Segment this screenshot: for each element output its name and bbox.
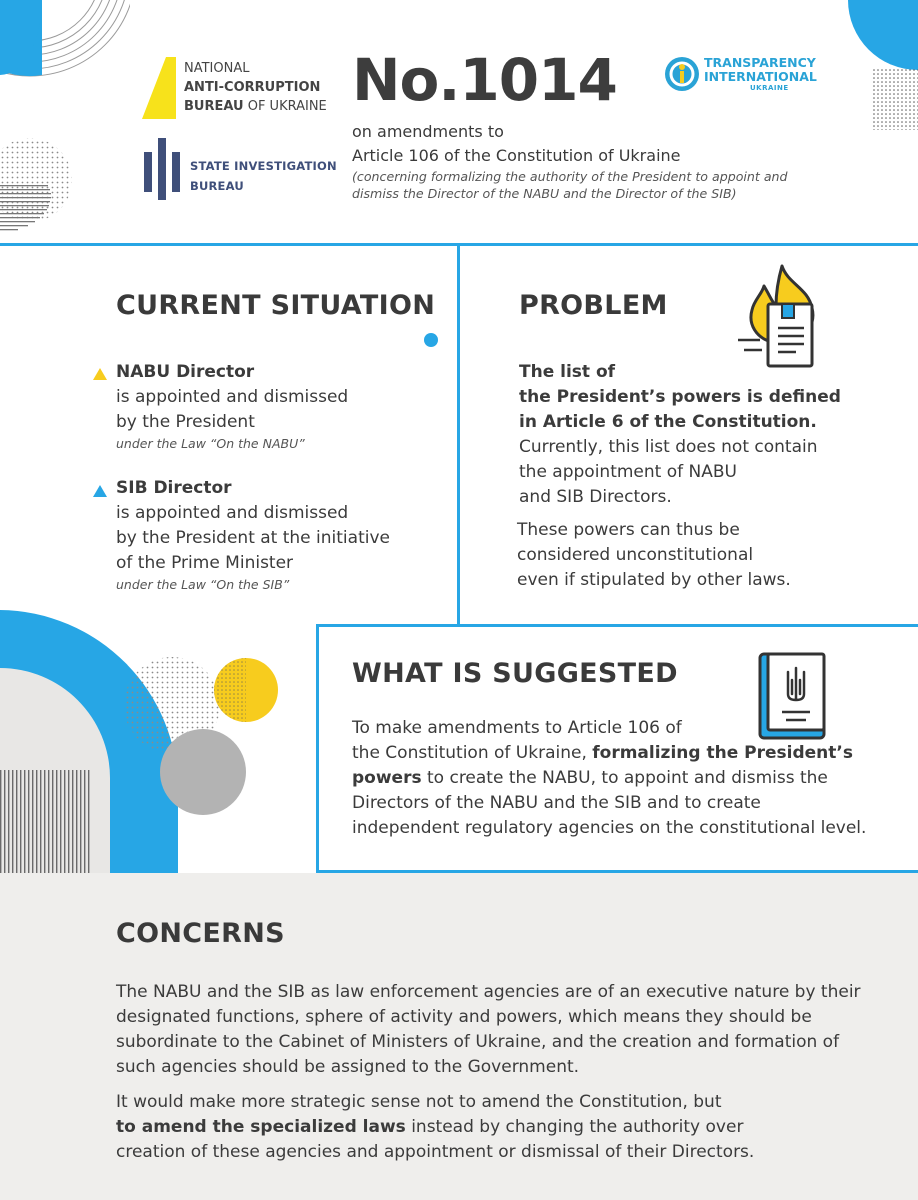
current-item-line: is appointed and dismissed	[116, 387, 349, 407]
sib-logo-icon	[144, 138, 182, 200]
problem-line: the appointment of NABU	[519, 462, 737, 482]
document-note: (concerning formalizing the authority of the President to appoint and dismiss the Director of the NABU and the Director of the SIB)	[352, 169, 788, 201]
current-item-sib	[116, 476, 446, 594]
current-item-nabu	[116, 360, 446, 453]
current-item-head: NABU Director	[116, 362, 255, 382]
problem-bold-line: the President’s powers is defined	[519, 387, 841, 407]
problem-line: considered unconstitutional	[517, 545, 754, 565]
concerns-title: CONCERNS	[116, 918, 285, 949]
concerns-text	[116, 980, 876, 1165]
suggested-line: to create the NABU, to appoint and dismiss the	[421, 768, 828, 788]
suggested-line: To make amendments to Article 106 of	[352, 718, 682, 738]
suggested-line: Directors of the NABU and the SIB and to create	[352, 793, 761, 813]
current-item-note: under the Law “On the NABU”	[116, 436, 305, 451]
subtitle-line1: on amendments to	[352, 122, 504, 141]
document-subtitle	[352, 120, 822, 168]
problem-title: PROBLEM	[519, 290, 668, 321]
suggested-line: independent regulatory agencies on the constitutional level.	[352, 818, 867, 838]
nabu-logo-line3-rest: OF UKRAINE	[243, 99, 327, 114]
current-item-line: by the President at the initiative	[116, 528, 390, 548]
current-item-line: of the Prime Minister	[116, 553, 294, 573]
sib-director-marker-icon	[93, 485, 107, 497]
concerns-line: creation of these agencies and appointment or dismissal of their Directors.	[116, 1142, 755, 1162]
problem-bold-line: The list of	[519, 362, 616, 382]
concerns-line: The NABU and the SIB as law enforcement agencies are of an executive nature by their	[116, 982, 861, 1002]
concerns-line: designated functions, sphere of activity and powers, which means they should be	[116, 1007, 812, 1027]
suggested-bold: powers	[352, 768, 422, 788]
ti-logo-line1: TRANSPARENCY	[704, 55, 816, 70]
concerns-line: It would make more strategic sense not to amend the Constitution, but	[116, 1092, 722, 1112]
sib-logo	[144, 138, 344, 202]
current-situation-title: CURRENT SITUATION	[116, 290, 436, 321]
problem-line: These powers can thus be	[517, 520, 740, 540]
sib-logo-line2: BUREAU	[190, 179, 244, 193]
ti-logo-line3: UKRAINE	[750, 84, 789, 92]
concerns-line: such agencies should be assigned to the Government.	[116, 1057, 580, 1077]
problem-text	[519, 360, 889, 593]
concerns-line: instead by changing the authority over	[405, 1117, 744, 1137]
current-item-line: by the President	[116, 412, 255, 432]
sib-logo-line1: STATE INVESTIGATION	[190, 159, 337, 173]
suggested-line: the Constitution of Ukraine,	[352, 743, 593, 763]
problem-line: even if stipulated by other laws.	[517, 570, 791, 590]
suggested-bold: formalizing the President’s	[592, 743, 853, 763]
subtitle-line2: Article 106 of the Constitution of Ukraine	[352, 146, 681, 165]
document-number: No.1014	[352, 46, 617, 114]
current-item-head: SIB Director	[116, 478, 232, 498]
suggested-title: WHAT IS SUGGESTED	[352, 658, 678, 689]
ti-logo-icon	[664, 56, 700, 92]
suggested-text	[352, 716, 892, 841]
problem-line: and SIB Directors.	[519, 487, 672, 507]
nabu-logo-line2: ANTI-CORRUPTION	[184, 80, 321, 95]
ti-logo-line2: INTERNATIONAL	[704, 69, 817, 84]
current-item-line: is appointed and dismissed	[116, 503, 349, 523]
nabu-logo	[142, 55, 342, 125]
problem-line: Currently, this list does not contain	[519, 437, 818, 457]
nabu-logo-line3-bold: BUREAU	[184, 99, 244, 114]
current-item-note: under the Law “On the SIB”	[116, 577, 290, 592]
concerns-line: subordinate to the Cabinet of Ministers of Ukraine, and the creation and formation of	[116, 1032, 840, 1052]
burning-document-icon	[736, 262, 828, 370]
problem-bold-line: in Article 6 of the Constitution.	[519, 412, 817, 432]
nabu-logo-line1: NATIONAL	[184, 61, 250, 76]
nabu-director-marker-icon	[93, 368, 107, 380]
nabu-logo-icon	[142, 57, 178, 119]
concerns-bold: to amend the specialized laws	[116, 1117, 406, 1137]
ti-logo	[664, 56, 844, 100]
